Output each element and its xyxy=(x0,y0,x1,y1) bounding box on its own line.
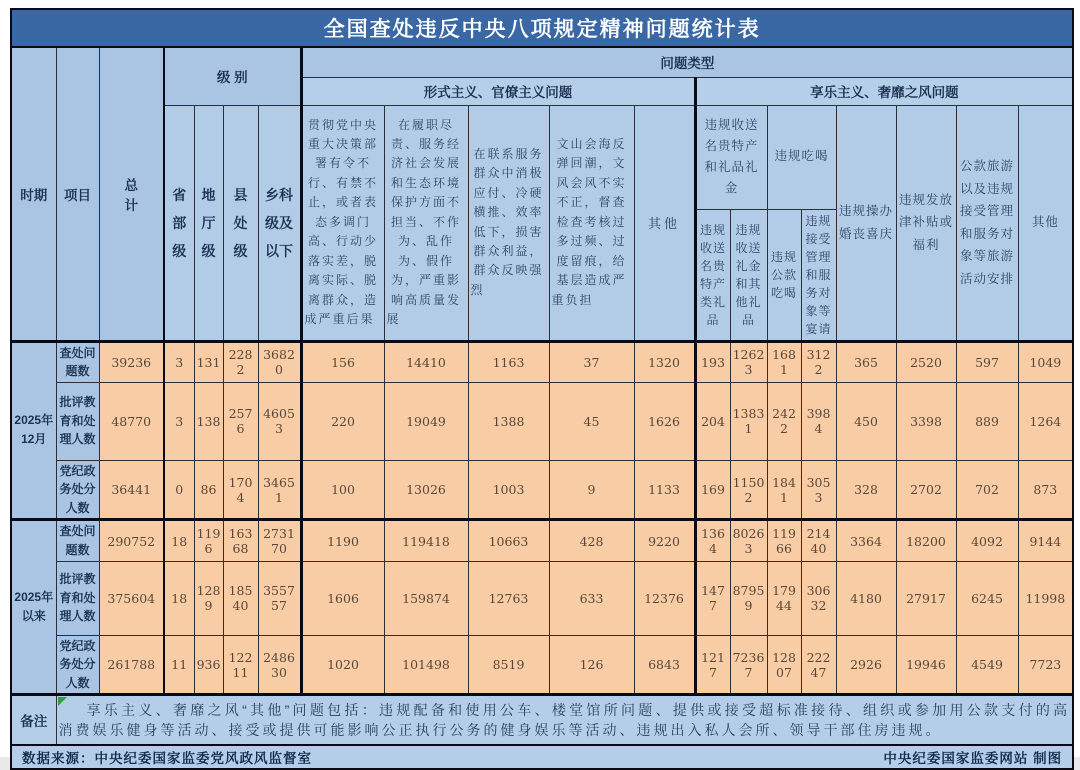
header-formalism-col-2: 在履职尽责、服务经济社会发展和生态环境保护方面不担当、不作为、乱作为、假作为，严重影响高质量发展 xyxy=(384,105,468,341)
data-cell: 1626 xyxy=(634,382,695,460)
data-cell: 3364 xyxy=(836,520,896,561)
data-cell: 220 xyxy=(301,382,384,460)
header-level-county: 县处级 xyxy=(223,105,258,341)
data-cell: 365 xyxy=(836,341,896,382)
data-cell: 11998 xyxy=(1018,561,1073,635)
data-cell: 375604 xyxy=(99,561,164,635)
data-cell: 2520 xyxy=(896,341,956,382)
data-cell: 10663 xyxy=(468,520,549,561)
data-cell: 12763 xyxy=(468,561,549,635)
table-frame xyxy=(10,8,1072,770)
data-cell: 1320 xyxy=(634,341,695,382)
data-cell: 80263 xyxy=(730,520,767,561)
data-cell: 27917 xyxy=(896,561,956,635)
data-cell: 328 xyxy=(836,460,896,520)
data-cell: 18 xyxy=(164,561,194,635)
cell-flag-triangle-icon xyxy=(58,697,67,706)
data-cell: 21440 xyxy=(801,520,836,561)
header-period: 时期 xyxy=(11,47,56,341)
header-formalism-other: 其他 xyxy=(634,105,695,341)
header-hedonism-group: 享乐主义、奢靡之风问题 xyxy=(695,77,1073,105)
data-cell: 13026 xyxy=(384,460,468,520)
header-formalism-col-1: 贯彻党中央重大决策部署有令不行、有禁不止，或者表态多调门高、行动少落实差，脱离实际、脱离群众，造成严重后果 xyxy=(301,105,384,341)
data-cell: 3984 xyxy=(801,382,836,460)
data-cell: 11 xyxy=(164,635,194,695)
header-gifts-group: 违规收送名贵特产和礼品礼金 xyxy=(695,105,767,209)
data-cell: 119418 xyxy=(384,520,468,561)
data-cell: 428 xyxy=(549,520,634,561)
header-item: 项目 xyxy=(56,47,99,341)
data-cell: 17944 xyxy=(767,561,801,635)
data-cell: 86 xyxy=(194,460,223,520)
data-cell: 597 xyxy=(956,341,1018,382)
data-cell: 6245 xyxy=(956,561,1018,635)
data-cell: 13831 xyxy=(730,382,767,460)
data-cell: 9220 xyxy=(634,520,695,561)
row-label: 查处问题数 xyxy=(56,520,99,561)
header-level-prefecture: 地厅级 xyxy=(194,105,223,341)
data-cell: 39236 xyxy=(99,341,164,382)
data-cell: 45 xyxy=(549,382,634,460)
data-cell: 450 xyxy=(836,382,896,460)
data-cell: 4092 xyxy=(956,520,1018,561)
data-cell: 11966 xyxy=(767,520,801,561)
remark-label: 备注 xyxy=(11,695,56,745)
data-cell: 355757 xyxy=(258,561,301,635)
data-cell: 889 xyxy=(956,382,1018,460)
header-gifts-specialty: 违规收送名贵特产类礼品 xyxy=(695,209,730,341)
data-cell: 2926 xyxy=(836,635,896,695)
data-cell: 3398 xyxy=(896,382,956,460)
data-cell: 3 xyxy=(164,382,194,460)
header-formalism-group: 形式主义、官僚主义问题 xyxy=(301,77,695,105)
data-cell: 1606 xyxy=(301,561,384,635)
data-cell: 46053 xyxy=(258,382,301,460)
data-cell: 12376 xyxy=(634,561,695,635)
data-cell: 633 xyxy=(549,561,634,635)
header-hedonism-other: 其他 xyxy=(1018,105,1073,341)
data-cell: 1163 xyxy=(468,341,549,382)
data-cell: 1681 xyxy=(767,341,801,382)
period-cell-dec: 2025年12月 xyxy=(11,341,56,520)
data-cell: 290752 xyxy=(99,520,164,561)
data-cell: 0 xyxy=(164,460,194,520)
data-cell: 18540 xyxy=(223,561,258,635)
header-allowances: 违规发放津补贴或福利 xyxy=(896,105,956,341)
data-cell: 22247 xyxy=(801,635,836,695)
header-total: 总计 xyxy=(99,47,164,341)
header-level-province: 省部级 xyxy=(164,105,194,341)
data-cell: 1264 xyxy=(1018,382,1073,460)
data-cell: 1477 xyxy=(695,561,730,635)
data-cell: 3 xyxy=(164,341,194,382)
header-dining-public-funds: 违规公款吃喝 xyxy=(767,209,801,341)
data-cell: 131 xyxy=(194,341,223,382)
data-cell: 126 xyxy=(549,635,634,695)
data-cell: 2282 xyxy=(223,341,258,382)
data-cell: 7723 xyxy=(1018,635,1073,695)
data-cell: 261788 xyxy=(99,635,164,695)
data-cell: 204 xyxy=(695,382,730,460)
header-dining-group: 违规吃喝 xyxy=(767,105,836,209)
header-gifts-money: 违规收送礼金和其他礼品 xyxy=(730,209,767,341)
data-cell: 2422 xyxy=(767,382,801,460)
data-cell: 18 xyxy=(164,520,194,561)
data-cell: 48770 xyxy=(99,382,164,460)
header-public-travel: 公款旅游以及违规接受管理和服务对象等旅游活动安排 xyxy=(956,105,1018,341)
header-formalism-col-4: 文山会海反弹回潮，文风会风不实不正，督查检查考核过多过频、过度留痕，给基层造成严重负担 xyxy=(549,105,634,341)
data-source-text: 数据来源：中央纪委国家监委党风政风监督室 xyxy=(22,750,312,766)
data-cell: 12623 xyxy=(730,341,767,382)
data-cell: 11502 xyxy=(730,460,767,520)
data-cell: 72367 xyxy=(730,635,767,695)
data-cell: 1190 xyxy=(301,520,384,561)
statistics-table xyxy=(10,8,1074,770)
header-weddings-funerals: 违规操办婚丧喜庆 xyxy=(836,105,896,341)
row-label: 党纪政务处分人数 xyxy=(56,460,99,520)
data-cell: 30632 xyxy=(801,561,836,635)
data-cell: 9 xyxy=(549,460,634,520)
data-cell: 1217 xyxy=(695,635,730,695)
data-cell: 702 xyxy=(956,460,1018,520)
remark-text: 享乐主义、奢靡之风“其他”问题包括：违规配备和使用公车、楼堂馆所问题、提供或接受超标准接待、组织或参加用公款支付的高消费娱乐健身等活动、接受或提供可能影响公正执行公务的健身娱乐等活动、违规出入私人会所、领导干部住房违规。 xyxy=(58,701,1071,739)
header-problem-type: 问题类型 xyxy=(301,47,1073,77)
data-cell: 1020 xyxy=(301,635,384,695)
header-level-township: 乡科级及以下 xyxy=(258,105,301,341)
footer-band xyxy=(11,745,1073,769)
data-cell: 873 xyxy=(1018,460,1073,520)
data-cell: 1003 xyxy=(468,460,549,520)
data-cell: 159874 xyxy=(384,561,468,635)
row-label: 批评教育和处理人数 xyxy=(56,561,99,635)
header-formalism-col-3: 在联系服务群众中消极应付、冷硬横推、效率低下，损害群众利益，群众反映强烈 xyxy=(468,105,549,341)
data-cell: 3122 xyxy=(801,341,836,382)
data-cell: 4549 xyxy=(956,635,1018,695)
data-cell: 1841 xyxy=(767,460,801,520)
data-cell: 16368 xyxy=(223,520,258,561)
data-cell: 19946 xyxy=(896,635,956,695)
header-dining-banquets: 违规接受管理和服务对象等宴请 xyxy=(801,209,836,341)
data-cell: 34651 xyxy=(258,460,301,520)
data-cell: 1289 xyxy=(194,561,223,635)
data-cell: 100 xyxy=(301,460,384,520)
data-cell: 193 xyxy=(695,341,730,382)
row-label: 查处问题数 xyxy=(56,341,99,382)
data-cell: 169 xyxy=(695,460,730,520)
data-cell: 8519 xyxy=(468,635,549,695)
chart-credit-text: 中央纪委国家监委网站 制图 xyxy=(883,750,1063,766)
data-cell: 273170 xyxy=(258,520,301,561)
remark-cell xyxy=(56,695,1073,745)
data-cell: 936 xyxy=(194,635,223,695)
data-cell: 18200 xyxy=(896,520,956,561)
data-cell: 9144 xyxy=(1018,520,1073,561)
data-cell: 14410 xyxy=(384,341,468,382)
data-cell: 1704 xyxy=(223,460,258,520)
data-cell: 6843 xyxy=(634,635,695,695)
header-level-group: 级 别 xyxy=(164,47,301,105)
data-cell: 4180 xyxy=(836,561,896,635)
period-cell-ytd: 2025年以来 xyxy=(11,520,56,695)
data-cell: 1196 xyxy=(194,520,223,561)
data-cell: 37 xyxy=(549,341,634,382)
data-cell: 248630 xyxy=(258,635,301,695)
data-cell: 1133 xyxy=(634,460,695,520)
data-cell: 36820 xyxy=(258,341,301,382)
data-cell: 1388 xyxy=(468,382,549,460)
data-cell: 1364 xyxy=(695,520,730,561)
data-cell: 3053 xyxy=(801,460,836,520)
page-title: 全国查处违反中央八项规定精神问题统计表 xyxy=(11,9,1073,47)
data-cell: 156 xyxy=(301,341,384,382)
data-cell: 36441 xyxy=(99,460,164,520)
data-cell: 2702 xyxy=(896,460,956,520)
row-label: 党纪政务处分人数 xyxy=(56,635,99,695)
data-cell: 1049 xyxy=(1018,341,1073,382)
data-cell: 12807 xyxy=(767,635,801,695)
row-label: 批评教育和处理人数 xyxy=(56,382,99,460)
data-cell: 101498 xyxy=(384,635,468,695)
data-cell: 19049 xyxy=(384,382,468,460)
data-cell: 2576 xyxy=(223,382,258,460)
data-cell: 87959 xyxy=(730,561,767,635)
data-cell: 138 xyxy=(194,382,223,460)
data-cell: 12211 xyxy=(223,635,258,695)
